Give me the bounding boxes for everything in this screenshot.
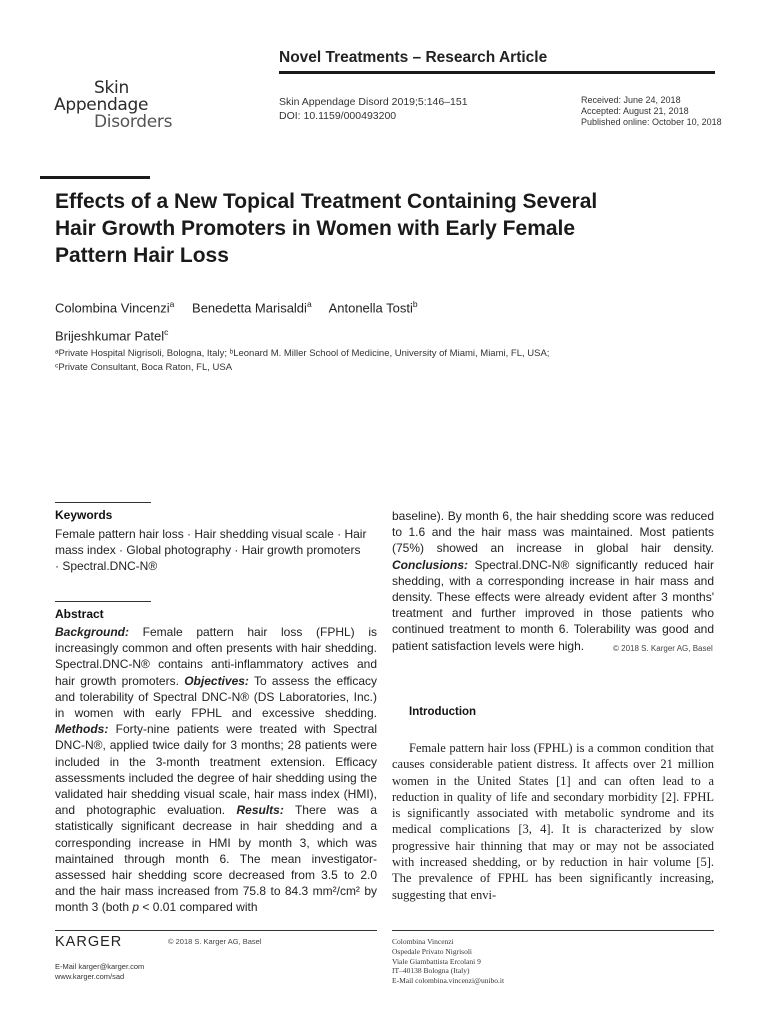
abstract-results-label: Results: xyxy=(236,803,284,818)
journal-logo-line2: Appendage xyxy=(54,95,149,115)
citation-doi[interactable]: DOI: 10.1159/000493200 xyxy=(279,110,397,122)
affiliation-line: ᵃPrivate Hospital Nigrisoli, Bologna, Italy; ᵇLeonard M. Miller School of Medicine, University of Miami, Miami, FL, USA; xyxy=(55,348,550,359)
citation xyxy=(279,95,468,123)
title-rule xyxy=(40,176,150,179)
date-received: Received: June 24, 2018 xyxy=(581,95,681,105)
footer-email[interactable]: E-Mail karger@karger.com xyxy=(55,962,145,971)
journal-logo-line1: Skin xyxy=(94,78,129,98)
footer-contact xyxy=(55,962,144,982)
footer-rule-left xyxy=(55,930,377,931)
abstract-methods-label: Methods: xyxy=(55,722,109,737)
date-published: Published online: October 10, 2018 xyxy=(581,117,722,127)
correspondence-email[interactable]: E-Mail colombina.vincenzi@unibo.it xyxy=(392,976,505,986)
footer-web[interactable]: www.karger.com/sad xyxy=(55,972,125,981)
author-affil-mark: a xyxy=(306,299,312,309)
author-name: Brijeshkumar Patel xyxy=(55,328,165,344)
abstract-copyright: © 2018 S. Karger AG, Basel xyxy=(613,644,713,653)
correspondence xyxy=(392,937,504,986)
abstract-conclusions: Spectral.DNC-N® significantly reduced hair shedding, with a corresponding increase in hair mass and density. These effects were already evident after 3 months' treatment and further improved in those patients who continued treatment to month 6. Tolerability was good and patient satisfaction levels were high. xyxy=(392,557,714,653)
abstract-results: There was a statistically significant decrease in hair shedding and a corresponding increase in HMI by month 3, which was maintained through month 6. The mean investigator-assessed hair shedding score decreased from 3.5 to 2.0 and the hair mass increased from 75.8 to 84.3 mm²/cm² by month 3 (both xyxy=(55,803,377,915)
section-label: Novel Treatments – Research Article xyxy=(279,49,548,66)
abstract-results-p: p xyxy=(132,900,140,915)
author-affil-mark: a xyxy=(169,299,175,309)
affiliation-line: ᶜPrivate Consultant, Boca Raton, FL, USA xyxy=(55,362,233,373)
author-name: Benedetta Marisaldi xyxy=(192,300,307,316)
abstract-background: Female pattern hair loss (FPHL) is increasingly common and often presents with hair shedding. Spectral.DNC-N® contains anti-inflammatory actives and hair growth promoters. xyxy=(55,625,377,688)
affiliations xyxy=(55,347,715,375)
keywords-heading: Keywords xyxy=(55,508,113,522)
citation-journal: Skin Appendage Disord 2019;5:146–151 xyxy=(279,96,468,108)
correspondence-name: Colombina Vincenzi xyxy=(392,937,454,946)
footer-copyright: © 2018 S. Karger AG, Basel xyxy=(168,937,262,946)
publisher-logo: KARGER xyxy=(55,934,123,950)
article-title: Effects of a New Topical Treatment Containing Several Hair Growth Promoters in Women with Early Female Pattern Hair Loss xyxy=(55,190,598,267)
abstract-body-right xyxy=(392,508,714,654)
author-affil-mark: b xyxy=(412,299,418,309)
abstract-objectives: To assess the efficacy and tolerability of Spectral DNC-N® (DS Laboratories, Inc.) in women with early FPHL and excessive shedding. xyxy=(55,673,377,721)
article-dates xyxy=(581,95,722,128)
introduction-heading: Introduction xyxy=(409,706,477,718)
author-affil-mark: c xyxy=(164,327,169,338)
header-rule xyxy=(279,71,715,74)
abstract-methods: Forty-nine patients were treated with Spectral DNC-N®, applied twice daily for 3 months; 28 patients were included in the 3-month treatment extension. Efficacy assessments included the degree of hair shedding using the validated hair shedding visual scale, hair mass index (HMI), and photographic evaluation. xyxy=(55,722,377,818)
keywords-rule xyxy=(55,502,151,503)
abstract-objectives-label: Objectives: xyxy=(184,673,249,688)
author-name: Colombina Vincenzi xyxy=(55,300,170,316)
abstract-results-cont: < 0.01 compared with xyxy=(142,900,258,915)
introduction-paragraph: Female pattern hair loss (FPHL) is a common condition that causes considerable patient distress. It affects over 21 million women in the United States [1] and can often lead to a reduction in quality of life and secondary morbidity [2]. FPHL is significantly associated with metabolic syndrome and its medical complications [3, 4]. It is characterized by slow progressive hair thinning that may or may not be associated with increased shedding, or by reduction in hair volume [5]. The prevalence of FPHL has been significantly increasing, suggesting that envi- xyxy=(392,741,714,902)
journal-logo xyxy=(54,80,172,131)
abstract-rule xyxy=(55,601,151,602)
abstract-background-label: Background: xyxy=(55,625,130,639)
abstract-conclusions-label: Conclusions: xyxy=(392,557,469,572)
correspondence-institution: Ospedale Privato Nigrisoli xyxy=(392,946,472,956)
introduction-text xyxy=(392,740,714,903)
date-accepted: Accepted: August 21, 2018 xyxy=(581,106,689,116)
abstract-results-continued: baseline). By month 6, the hair shedding score was reduced to 1.6 and the hair mass was maintained. Most patients (75%) showed an increase in global hair density. xyxy=(392,509,714,556)
correspondence-city: IT–40138 Bologna (Italy) xyxy=(392,966,470,976)
abstract-heading: Abstract xyxy=(55,607,104,621)
abstract-body-left xyxy=(55,624,377,915)
footer-rule-right xyxy=(392,930,714,931)
keywords-text: Female pattern hair loss · Hair shedding visual scale · Hair mass index · Global photography · Hair growth promoters · Spectral.DNC-N® xyxy=(55,527,367,574)
journal-logo-line3: Disorders xyxy=(94,112,173,132)
author-list xyxy=(55,292,695,349)
correspondence-street: Viale Giambattista Ercolani 9 xyxy=(392,956,481,966)
author-name: Antonella Tosti xyxy=(328,300,413,316)
